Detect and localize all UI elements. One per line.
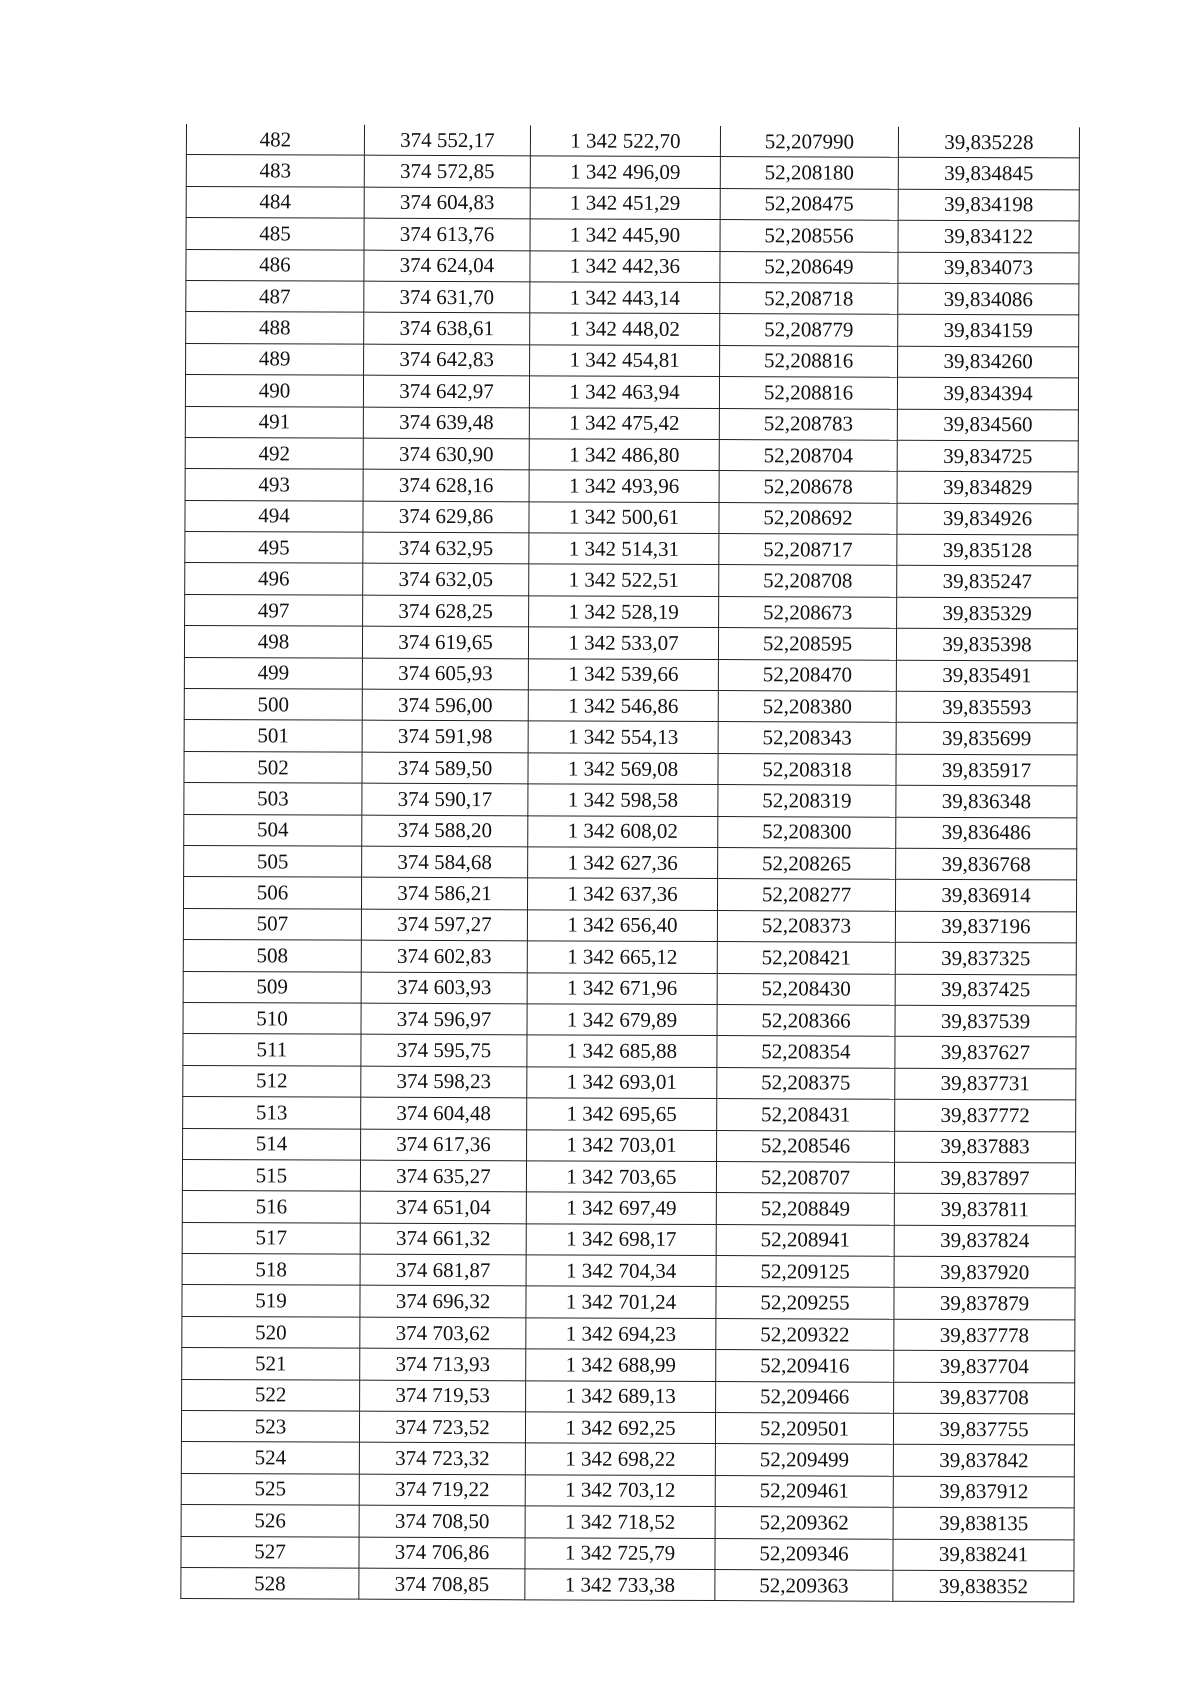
x-coordinate-cell: 374 713,93 <box>360 1348 526 1380</box>
latitude-cell: 52,209466 <box>716 1381 894 1413</box>
latitude-cell: 52,208717 <box>719 534 897 566</box>
point-number-cell: 520 <box>182 1316 360 1348</box>
table-row <box>182 1191 1075 1226</box>
table-row <box>184 720 1077 755</box>
point-number-cell: 507 <box>183 908 361 940</box>
latitude-cell: 52,208343 <box>718 722 896 754</box>
table-row <box>184 657 1077 692</box>
y-coordinate-cell: 1 342 679,89 <box>527 1004 717 1036</box>
latitude-cell: 52,208180 <box>720 157 898 189</box>
point-number-cell: 513 <box>183 1097 361 1129</box>
latitude-cell: 52,209416 <box>716 1350 894 1382</box>
y-coordinate-cell: 1 342 718,52 <box>525 1506 715 1538</box>
y-coordinate-cell: 1 342 442,36 <box>530 250 720 282</box>
point-number-cell: 509 <box>183 971 361 1003</box>
latitude-cell: 52,209363 <box>715 1570 893 1602</box>
y-coordinate-cell: 1 342 486,80 <box>529 439 719 471</box>
table-row <box>184 783 1077 818</box>
table-row <box>183 908 1076 943</box>
latitude-cell: 52,208421 <box>717 942 895 974</box>
table-row <box>185 406 1078 441</box>
y-coordinate-cell: 1 342 598,58 <box>528 784 718 816</box>
point-number-cell: 494 <box>185 500 363 532</box>
x-coordinate-cell: 374 632,95 <box>363 532 529 564</box>
y-coordinate-cell: 1 342 528,19 <box>529 596 719 628</box>
longitude-cell: 39,834073 <box>898 252 1079 284</box>
latitude-cell: 52,209501 <box>715 1413 893 1445</box>
longitude-cell: 39,837778 <box>894 1319 1075 1351</box>
x-coordinate-cell: 374 706,86 <box>359 1537 525 1569</box>
y-coordinate-cell: 1 342 554,13 <box>528 721 718 753</box>
y-coordinate-cell: 1 342 522,51 <box>529 564 719 596</box>
y-coordinate-cell: 1 342 698,17 <box>526 1223 716 1255</box>
table-row <box>183 1097 1076 1132</box>
longitude-cell: 39,835329 <box>897 597 1078 629</box>
latitude-cell: 52,208649 <box>720 251 898 283</box>
point-number-cell: 517 <box>182 1222 360 1254</box>
point-number-cell: 495 <box>185 532 363 564</box>
longitude-cell: 39,837772 <box>895 1099 1076 1131</box>
table-row <box>183 877 1076 912</box>
y-coordinate-cell: 1 342 539,66 <box>528 658 718 690</box>
longitude-cell: 39,838352 <box>893 1570 1074 1602</box>
x-coordinate-cell: 374 604,83 <box>364 187 530 219</box>
latitude-cell: 52,208354 <box>717 1036 895 1068</box>
y-coordinate-cell: 1 342 701,24 <box>526 1286 716 1318</box>
x-coordinate-cell: 374 597,27 <box>361 909 527 941</box>
point-number-cell: 510 <box>183 1002 361 1034</box>
y-coordinate-cell: 1 342 496,09 <box>530 156 720 188</box>
y-coordinate-cell: 1 342 656,40 <box>527 910 717 942</box>
table-row <box>181 1567 1074 1602</box>
y-coordinate-cell: 1 342 445,90 <box>530 219 720 251</box>
longitude-cell: 39,837824 <box>894 1225 1075 1257</box>
x-coordinate-cell: 374 719,53 <box>360 1380 526 1412</box>
point-number-cell: 524 <box>181 1442 359 1474</box>
x-coordinate-cell: 374 631,70 <box>364 281 530 313</box>
longitude-cell: 39,836348 <box>896 785 1077 817</box>
x-coordinate-cell: 374 590,17 <box>362 783 528 815</box>
y-coordinate-cell: 1 342 697,49 <box>526 1192 716 1224</box>
x-coordinate-cell: 374 628,25 <box>363 595 529 627</box>
table-row <box>181 1536 1074 1571</box>
x-coordinate-cell: 374 619,65 <box>362 626 528 658</box>
latitude-cell: 52,208300 <box>718 816 896 848</box>
table-row <box>184 814 1077 849</box>
point-number-cell: 493 <box>185 469 363 501</box>
longitude-cell: 39,834159 <box>898 315 1079 347</box>
latitude-cell: 52,208708 <box>719 565 897 597</box>
table-row <box>185 563 1078 598</box>
point-number-cell: 515 <box>182 1159 360 1191</box>
longitude-cell: 39,834122 <box>898 220 1079 252</box>
x-coordinate-cell: 374 681,87 <box>360 1254 526 1286</box>
point-number-cell: 488 <box>186 312 364 344</box>
latitude-cell: 52,208470 <box>718 659 896 691</box>
longitude-cell: 39,835247 <box>897 566 1078 598</box>
table-row <box>183 1128 1076 1163</box>
latitude-cell: 52,208816 <box>720 345 898 377</box>
point-number-cell: 502 <box>184 751 362 783</box>
point-number-cell: 505 <box>184 845 362 877</box>
latitude-cell: 52,208431 <box>717 1099 895 1131</box>
latitude-cell: 52,208707 <box>716 1161 894 1193</box>
x-coordinate-cell: 374 719,22 <box>359 1474 525 1506</box>
table-row <box>181 1473 1074 1508</box>
latitude-cell: 52,209461 <box>715 1475 893 1507</box>
table-row <box>184 751 1077 786</box>
point-number-cell: 519 <box>182 1285 360 1317</box>
x-coordinate-cell: 374 605,93 <box>362 658 528 690</box>
x-coordinate-cell: 374 596,97 <box>361 1003 527 1035</box>
point-number-cell: 511 <box>183 1034 361 1066</box>
x-coordinate-cell: 374 617,36 <box>361 1129 527 1161</box>
x-coordinate-cell: 374 624,04 <box>364 250 530 282</box>
x-coordinate-cell: 374 602,83 <box>361 940 527 972</box>
table-row <box>184 845 1077 880</box>
x-coordinate-cell: 374 552,17 <box>364 125 530 157</box>
latitude-cell: 52,208546 <box>717 1130 895 1162</box>
x-coordinate-cell: 374 642,83 <box>364 344 530 376</box>
table-row <box>183 971 1076 1006</box>
longitude-cell: 39,834198 <box>898 189 1079 221</box>
y-coordinate-cell: 1 342 514,31 <box>529 533 719 565</box>
point-number-cell: 499 <box>184 657 362 689</box>
point-number-cell: 486 <box>186 249 364 281</box>
x-coordinate-cell: 374 591,98 <box>362 721 528 753</box>
point-number-cell: 498 <box>184 626 362 658</box>
x-coordinate-cell: 374 696,32 <box>360 1286 526 1318</box>
latitude-cell: 52,208375 <box>717 1067 895 1099</box>
latitude-cell: 52,208673 <box>719 596 897 628</box>
table-row <box>182 1316 1075 1351</box>
point-number-cell: 523 <box>181 1411 359 1443</box>
y-coordinate-cell: 1 342 454,81 <box>530 345 720 377</box>
longitude-cell: 39,837539 <box>895 1005 1076 1037</box>
table-row <box>186 343 1079 378</box>
table-row <box>185 594 1078 629</box>
y-coordinate-cell: 1 342 703,65 <box>526 1161 716 1193</box>
latitude-cell: 52,209499 <box>715 1444 893 1476</box>
x-coordinate-cell: 374 708,50 <box>359 1505 525 1537</box>
point-number-cell: 489 <box>186 343 364 375</box>
point-number-cell: 487 <box>186 280 364 312</box>
x-coordinate-cell: 374 603,93 <box>361 972 527 1004</box>
longitude-cell: 39,837425 <box>895 974 1076 1006</box>
latitude-cell: 52,208595 <box>718 628 896 660</box>
x-coordinate-cell: 374 589,50 <box>362 752 528 784</box>
point-number-cell: 490 <box>185 375 363 407</box>
longitude-cell: 39,837196 <box>895 911 1076 943</box>
latitude-cell: 52,209346 <box>715 1538 893 1570</box>
longitude-cell: 39,834394 <box>897 377 1078 409</box>
latitude-cell: 52,208556 <box>720 220 898 252</box>
table-row <box>182 1285 1075 1320</box>
table-row <box>184 689 1077 724</box>
y-coordinate-cell: 1 342 692,25 <box>525 1412 715 1444</box>
y-coordinate-cell: 1 342 443,14 <box>530 282 720 314</box>
y-coordinate-cell: 1 342 546,86 <box>528 690 718 722</box>
table-row <box>185 469 1078 504</box>
x-coordinate-cell: 374 588,20 <box>362 815 528 847</box>
y-coordinate-cell: 1 342 693,01 <box>527 1067 717 1099</box>
x-coordinate-cell: 374 635,27 <box>360 1160 526 1192</box>
table-row <box>185 437 1078 472</box>
latitude-cell: 52,208475 <box>720 188 898 220</box>
longitude-cell: 39,834560 <box>897 409 1078 441</box>
y-coordinate-cell: 1 342 703,12 <box>525 1475 715 1507</box>
table-row <box>183 1065 1076 1100</box>
point-number-cell: 497 <box>185 594 363 626</box>
point-number-cell: 501 <box>184 720 362 752</box>
longitude-cell: 39,835699 <box>896 723 1077 755</box>
point-number-cell: 527 <box>181 1536 359 1568</box>
table-row <box>186 218 1079 253</box>
point-number-cell: 485 <box>186 218 364 250</box>
point-number-cell: 506 <box>183 877 361 909</box>
point-number-cell: 482 <box>186 124 364 156</box>
longitude-cell: 39,837883 <box>895 1131 1076 1163</box>
longitude-cell: 39,834260 <box>898 346 1079 378</box>
x-coordinate-cell: 374 723,52 <box>359 1411 525 1443</box>
latitude-cell: 52,209322 <box>716 1318 894 1350</box>
point-number-cell: 484 <box>186 186 364 218</box>
longitude-cell: 39,835128 <box>897 534 1078 566</box>
x-coordinate-cell: 374 642,97 <box>363 375 529 407</box>
longitude-cell: 39,837708 <box>894 1382 1075 1414</box>
latitude-cell: 52,209362 <box>715 1507 893 1539</box>
longitude-cell: 39,837912 <box>893 1476 1074 1508</box>
y-coordinate-cell: 1 342 671,96 <box>527 972 717 1004</box>
longitude-cell: 39,834086 <box>898 283 1079 315</box>
point-number-cell: 503 <box>184 783 362 815</box>
latitude-cell: 52,208265 <box>718 848 896 880</box>
y-coordinate-cell: 1 342 637,36 <box>527 878 717 910</box>
x-coordinate-cell: 374 629,86 <box>363 501 529 533</box>
latitude-cell: 52,209125 <box>716 1256 894 1288</box>
table-row <box>182 1379 1075 1414</box>
table-row <box>185 500 1078 535</box>
longitude-cell: 39,837627 <box>895 1037 1076 1069</box>
x-coordinate-cell: 374 708,85 <box>359 1568 525 1600</box>
table-row <box>186 312 1079 347</box>
x-coordinate-cell: 374 596,00 <box>362 689 528 721</box>
table-row <box>186 124 1079 158</box>
latitude-cell: 52,208380 <box>718 691 896 723</box>
longitude-cell: 39,838135 <box>893 1507 1074 1539</box>
y-coordinate-cell: 1 342 695,65 <box>527 1098 717 1130</box>
x-coordinate-cell: 374 598,23 <box>361 1066 527 1098</box>
table-row <box>183 940 1076 975</box>
longitude-cell: 39,834725 <box>897 440 1078 472</box>
longitude-cell: 39,837811 <box>894 1194 1075 1226</box>
table-row <box>186 186 1079 221</box>
longitude-cell: 39,834926 <box>897 503 1078 535</box>
y-coordinate-cell: 1 342 725,79 <box>525 1537 715 1569</box>
longitude-cell: 39,836768 <box>896 848 1077 880</box>
longitude-cell: 39,837897 <box>894 1162 1075 1194</box>
y-coordinate-cell: 1 342 493,96 <box>529 470 719 502</box>
latitude-cell: 52,208849 <box>716 1193 894 1225</box>
longitude-cell: 39,837704 <box>894 1350 1075 1382</box>
x-coordinate-cell: 374 630,90 <box>363 438 529 470</box>
y-coordinate-cell: 1 342 704,34 <box>526 1255 716 1287</box>
latitude-cell: 52,208783 <box>719 408 897 440</box>
y-coordinate-cell: 1 342 698,22 <box>525 1443 715 1475</box>
x-coordinate-cell: 374 584,68 <box>362 846 528 878</box>
table-row <box>182 1159 1075 1194</box>
point-number-cell: 500 <box>184 689 362 721</box>
latitude-cell: 52,208678 <box>719 471 897 503</box>
latitude-cell: 52,208319 <box>718 785 896 817</box>
longitude-cell: 39,835917 <box>896 754 1077 786</box>
y-coordinate-cell: 1 342 688,99 <box>526 1349 716 1381</box>
y-coordinate-cell: 1 342 608,02 <box>528 815 718 847</box>
x-coordinate-cell: 374 613,76 <box>364 218 530 250</box>
point-number-cell: 512 <box>183 1065 361 1097</box>
x-coordinate-cell: 374 639,48 <box>363 407 529 439</box>
point-number-cell: 522 <box>182 1379 360 1411</box>
table-row <box>186 249 1079 284</box>
latitude-cell: 52,208941 <box>716 1224 894 1256</box>
latitude-cell: 52,208430 <box>717 973 895 1005</box>
table-row <box>183 1002 1076 1037</box>
point-number-cell: 491 <box>185 406 363 438</box>
longitude-cell: 39,835593 <box>896 691 1077 723</box>
x-coordinate-cell: 374 661,32 <box>360 1223 526 1255</box>
table-row <box>185 532 1078 567</box>
x-coordinate-cell: 374 628,16 <box>363 469 529 501</box>
x-coordinate-cell: 374 632,05 <box>363 564 529 596</box>
point-number-cell: 521 <box>182 1348 360 1380</box>
longitude-cell: 39,837325 <box>895 942 1076 974</box>
table-row <box>184 626 1077 661</box>
latitude-cell: 52,208318 <box>718 753 896 785</box>
table-row <box>183 1034 1076 1069</box>
latitude-cell: 52,208704 <box>719 439 897 471</box>
longitude-cell: 39,837842 <box>893 1445 1074 1477</box>
longitude-cell: 39,835228 <box>898 127 1079 159</box>
point-number-cell: 483 <box>186 155 364 187</box>
longitude-cell: 39,837920 <box>894 1256 1075 1288</box>
longitude-cell: 39,838241 <box>893 1539 1074 1571</box>
y-coordinate-cell: 1 342 665,12 <box>527 941 717 973</box>
table-row <box>186 280 1079 315</box>
latitude-cell: 52,209255 <box>716 1287 894 1319</box>
latitude-cell: 52,208373 <box>717 910 895 942</box>
latitude-cell: 52,207990 <box>720 126 898 158</box>
y-coordinate-cell: 1 342 533,07 <box>528 627 718 659</box>
y-coordinate-cell: 1 342 685,88 <box>527 1035 717 1067</box>
point-number-cell: 528 <box>181 1567 359 1599</box>
y-coordinate-cell: 1 342 703,01 <box>527 1129 717 1161</box>
point-number-cell: 526 <box>181 1505 359 1537</box>
table-row <box>182 1348 1075 1383</box>
x-coordinate-cell: 374 638,61 <box>364 313 530 345</box>
table-row <box>185 375 1078 410</box>
table-row <box>186 155 1079 190</box>
longitude-cell: 39,837879 <box>894 1288 1075 1320</box>
y-coordinate-cell: 1 342 451,29 <box>530 188 720 220</box>
longitude-cell: 39,837755 <box>893 1413 1074 1445</box>
x-coordinate-cell: 374 651,04 <box>360 1191 526 1223</box>
y-coordinate-cell: 1 342 522,70 <box>530 125 720 157</box>
point-number-cell: 514 <box>183 1128 361 1160</box>
point-number-cell: 518 <box>182 1254 360 1286</box>
y-coordinate-cell: 1 342 689,13 <box>526 1380 716 1412</box>
longitude-cell: 39,834829 <box>897 472 1078 504</box>
table-row <box>182 1222 1075 1257</box>
y-coordinate-cell: 1 342 627,36 <box>528 847 718 879</box>
longitude-cell: 39,837731 <box>895 1068 1076 1100</box>
latitude-cell: 52,208816 <box>719 377 897 409</box>
y-coordinate-cell: 1 342 694,23 <box>526 1318 716 1350</box>
y-coordinate-cell: 1 342 475,42 <box>529 407 719 439</box>
table-row <box>181 1411 1074 1446</box>
x-coordinate-cell: 374 586,21 <box>361 878 527 910</box>
y-coordinate-cell: 1 342 448,02 <box>530 313 720 345</box>
point-number-cell: 525 <box>181 1473 359 1505</box>
x-coordinate-cell: 374 723,32 <box>359 1443 525 1475</box>
longitude-cell: 39,836914 <box>895 880 1076 912</box>
latitude-cell: 52,208366 <box>717 1004 895 1036</box>
coordinates-table <box>180 124 1080 1603</box>
y-coordinate-cell: 1 342 733,38 <box>525 1569 715 1601</box>
point-number-cell: 516 <box>182 1191 360 1223</box>
x-coordinate-cell: 374 595,75 <box>361 1035 527 1067</box>
longitude-cell: 39,836486 <box>896 817 1077 849</box>
latitude-cell: 52,208718 <box>720 283 898 315</box>
table-row <box>181 1505 1074 1540</box>
longitude-cell: 39,835491 <box>896 660 1077 692</box>
y-coordinate-cell: 1 342 463,94 <box>529 376 719 408</box>
longitude-cell: 39,835398 <box>896 628 1077 660</box>
y-coordinate-cell: 1 342 569,08 <box>528 753 718 785</box>
x-coordinate-cell: 374 604,48 <box>361 1097 527 1129</box>
y-coordinate-cell: 1 342 500,61 <box>529 502 719 534</box>
point-number-cell: 508 <box>183 940 361 972</box>
x-coordinate-cell: 374 572,85 <box>364 156 530 188</box>
table-row <box>182 1254 1075 1289</box>
coordinates-table-body <box>181 124 1080 1602</box>
point-number-cell: 504 <box>184 814 362 846</box>
latitude-cell: 52,208692 <box>719 502 897 534</box>
latitude-cell: 52,208277 <box>717 879 895 911</box>
point-number-cell: 496 <box>185 563 363 595</box>
table-row <box>181 1442 1074 1477</box>
x-coordinate-cell: 374 703,62 <box>360 1317 526 1349</box>
longitude-cell: 39,834845 <box>898 158 1079 190</box>
point-number-cell: 492 <box>185 437 363 469</box>
latitude-cell: 52,208779 <box>720 314 898 346</box>
